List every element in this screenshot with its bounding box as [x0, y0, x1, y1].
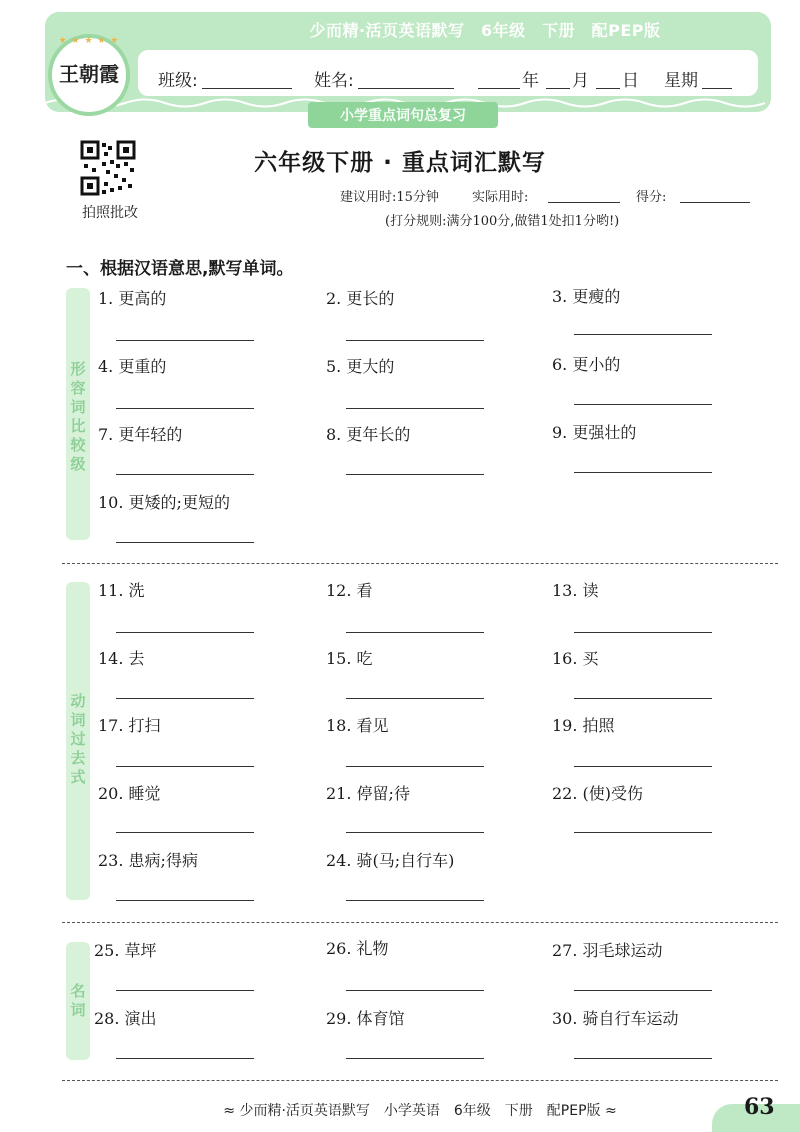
section-divider — [62, 1080, 778, 1081]
item-meaning: 更长的 — [346, 289, 395, 308]
group-label-verbs: 动 词 过 去 式 — [70, 692, 86, 786]
item-meaning: 读 — [582, 581, 599, 600]
vocab-item-11 — [98, 578, 145, 601]
vocab-item-2 — [326, 286, 394, 309]
subtitle: 小学重点词句总复习 — [340, 108, 466, 124]
answer-line-19[interactable] — [574, 766, 712, 767]
actual-time-label: 实际用时: — [472, 190, 529, 205]
item-number: 17. — [98, 716, 124, 735]
vocab-item-19 — [552, 713, 615, 736]
section-divider — [62, 563, 778, 564]
month-field[interactable] — [546, 88, 570, 89]
answer-line-1[interactable] — [116, 340, 254, 341]
answer-line-17[interactable] — [116, 766, 254, 767]
item-number: 26. — [326, 939, 352, 958]
item-number: 7. — [98, 425, 114, 444]
vocab-item-3 — [552, 284, 620, 307]
actual-time-field[interactable] — [548, 202, 620, 203]
item-number: 6. — [552, 355, 568, 374]
item-meaning: 草坪 — [124, 941, 157, 960]
item-meaning: 更重的 — [118, 357, 167, 376]
answer-line-21[interactable] — [346, 832, 484, 833]
item-meaning: 体育馆 — [356, 1009, 405, 1028]
item-meaning: 更年轻的 — [118, 425, 183, 444]
answer-line-27[interactable] — [574, 990, 712, 991]
item-number: 15. — [326, 649, 352, 668]
vocab-item-16 — [552, 646, 599, 669]
year-label: 年 — [522, 71, 539, 91]
vocab-item-28 — [94, 1006, 157, 1029]
item-meaning: 更矮的;更短的 — [128, 493, 230, 512]
footer-text: ≈ 少而精·活页英语默写 小学英语 6年级 下册 配PEP版 ≈ — [223, 1103, 617, 1119]
year-field[interactable] — [478, 88, 520, 89]
vocab-item-7 — [98, 422, 182, 445]
item-number: 25. — [94, 941, 120, 960]
item-number: 21. — [326, 784, 352, 803]
item-meaning: 羽毛球运动 — [582, 941, 663, 960]
banner-title: 少而精·活页英语默写 6年级 下册 配PEP版 — [309, 21, 661, 40]
answer-line-24[interactable] — [346, 900, 484, 901]
item-number: 19. — [552, 716, 578, 735]
item-meaning: 更小的 — [572, 355, 621, 374]
vocab-item-14 — [98, 646, 145, 669]
item-number: 1. — [98, 289, 114, 308]
vocab-item-25 — [94, 938, 157, 961]
item-meaning: 更大的 — [346, 357, 395, 376]
answer-line-29[interactable] — [346, 1058, 484, 1059]
answer-line-28[interactable] — [116, 1058, 254, 1059]
vocab-item-6 — [552, 352, 620, 375]
answer-line-26[interactable] — [346, 990, 484, 991]
vocab-item-29 — [326, 1006, 405, 1029]
answer-line-22[interactable] — [574, 832, 712, 833]
item-meaning: 买 — [582, 649, 599, 668]
scoring-rule: (打分规则:满分100分,做错1处扣1分哟!) — [385, 214, 620, 229]
item-number: 10. — [98, 493, 124, 512]
item-meaning: 患病;得病 — [128, 851, 198, 870]
week-field[interactable] — [702, 88, 732, 89]
vocab-item-30 — [552, 1006, 679, 1029]
answer-line-10[interactable] — [116, 542, 254, 543]
answer-line-20[interactable] — [116, 832, 254, 833]
item-number: 24. — [326, 851, 352, 870]
item-number: 2. — [326, 289, 342, 308]
item-meaning: 洗 — [128, 581, 145, 600]
month-label: 月 — [572, 71, 589, 91]
answer-line-8[interactable] — [346, 474, 484, 475]
item-meaning: 礼物 — [356, 939, 389, 958]
item-meaning: 拍照 — [582, 716, 615, 735]
item-number: 4. — [98, 357, 114, 376]
item-number: 29. — [326, 1009, 352, 1028]
answer-line-30[interactable] — [574, 1058, 712, 1059]
vocab-item-8 — [326, 422, 410, 445]
suggested-time: 建议用时:15分钟 — [340, 190, 439, 205]
item-meaning: 更瘦的 — [572, 287, 621, 306]
item-number: 9. — [552, 423, 568, 442]
item-meaning: 骑(马;自行车) — [356, 851, 455, 870]
answer-line-9[interactable] — [574, 472, 712, 473]
item-number: 18. — [326, 716, 352, 735]
vocab-item-27 — [552, 938, 663, 961]
qr-code-icon[interactable] — [80, 140, 136, 196]
score-field[interactable] — [680, 202, 750, 203]
answer-line-5[interactable] — [346, 408, 484, 409]
answer-line-25[interactable] — [116, 990, 254, 991]
answer-line-12[interactable] — [346, 632, 484, 633]
vocab-item-5 — [326, 354, 394, 377]
item-meaning: 睡觉 — [128, 784, 161, 803]
score-label: 得分: — [636, 190, 667, 205]
vocab-item-9 — [552, 420, 636, 443]
vocab-item-1 — [98, 286, 166, 309]
answer-line-7[interactable] — [116, 474, 254, 475]
answer-line-23[interactable] — [116, 900, 254, 901]
answer-line-16[interactable] — [574, 698, 712, 699]
item-number: 30. — [552, 1009, 578, 1028]
answer-line-2[interactable] — [346, 340, 484, 341]
vocab-item-12 — [326, 578, 373, 601]
logo-stars-icon: ★ ★ ★ ★ ★ — [58, 36, 120, 46]
vocab-item-23 — [98, 848, 198, 871]
item-number: 22. — [552, 784, 578, 803]
item-meaning: (使)受伤 — [582, 784, 644, 803]
answer-line-13[interactable] — [574, 632, 712, 633]
answer-line-14[interactable] — [116, 698, 254, 699]
group-label-nouns: 名 词 — [70, 982, 86, 1019]
item-meaning: 吃 — [356, 649, 373, 668]
answer-line-3[interactable] — [574, 334, 712, 335]
item-number: 12. — [326, 581, 352, 600]
item-meaning: 更高的 — [118, 289, 167, 308]
day-label: 日 — [622, 71, 639, 91]
page-title: 六年级下册 · 重点词汇默写 — [254, 150, 546, 176]
item-meaning: 停留;待 — [356, 784, 410, 803]
item-number: 23. — [98, 851, 124, 870]
item-number: 13. — [552, 581, 578, 600]
answer-line-15[interactable] — [346, 698, 484, 699]
vocab-item-20 — [98, 781, 161, 804]
name-label: 姓名: — [314, 71, 354, 91]
class-field[interactable] — [202, 88, 292, 89]
item-meaning: 看 — [356, 581, 373, 600]
answer-line-11[interactable] — [116, 632, 254, 633]
item-meaning: 骑自行车运动 — [582, 1009, 679, 1028]
vocab-item-21 — [326, 781, 410, 804]
class-label: 班级: — [158, 71, 198, 91]
item-number: 28. — [94, 1009, 120, 1028]
qr-label: 拍照批改 — [82, 205, 138, 221]
vocab-item-22 — [552, 781, 643, 804]
vocab-item-13 — [552, 578, 599, 601]
item-number: 8. — [326, 425, 342, 444]
name-field[interactable] — [358, 88, 454, 89]
vocab-item-18 — [326, 713, 389, 736]
vocab-item-17 — [98, 713, 161, 736]
page-number: 63 — [744, 1094, 775, 1120]
item-number: 20. — [98, 784, 124, 803]
item-number: 3. — [552, 287, 568, 306]
item-number: 5. — [326, 357, 342, 376]
answer-line-6[interactable] — [574, 404, 712, 405]
item-number: 16. — [552, 649, 578, 668]
answer-line-4[interactable] — [116, 408, 254, 409]
section-divider — [62, 922, 778, 923]
answer-line-18[interactable] — [346, 766, 484, 767]
week-label: 星期 — [664, 71, 698, 91]
item-meaning: 去 — [128, 649, 145, 668]
item-number: 27. — [552, 941, 578, 960]
group-label-adjectives: 形 容 词 比 较 级 — [70, 360, 86, 473]
item-meaning: 更强壮的 — [572, 423, 637, 442]
item-meaning: 看见 — [356, 716, 389, 735]
logo-text: 王朝霞 — [59, 62, 119, 86]
vocab-item-15 — [326, 646, 373, 669]
item-number: 11. — [98, 581, 124, 600]
vocab-item-10 — [98, 490, 230, 513]
vocab-item-24 — [326, 848, 454, 871]
vocab-item-26 — [326, 936, 389, 959]
item-meaning: 打扫 — [128, 716, 161, 735]
item-number: 14. — [98, 649, 124, 668]
section-title: 一、根据汉语意思,默写单词。 — [66, 259, 294, 279]
vocab-item-4 — [98, 354, 166, 377]
item-meaning: 演出 — [124, 1009, 157, 1028]
item-meaning: 更年长的 — [346, 425, 411, 444]
day-field[interactable] — [596, 88, 620, 89]
